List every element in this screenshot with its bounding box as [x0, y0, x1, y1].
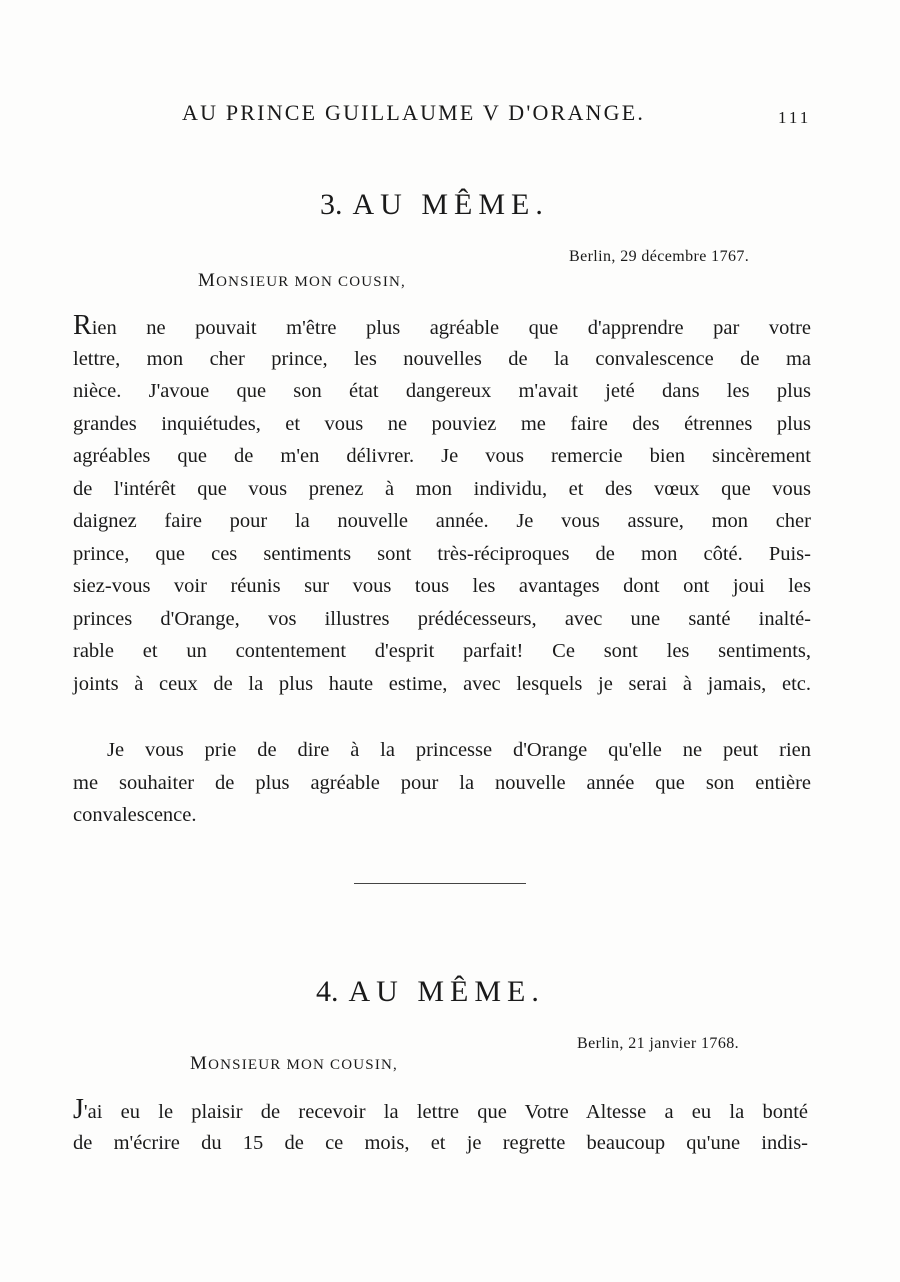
letter-title: AU MÊME.: [348, 975, 545, 1008]
salutation-initial: M: [190, 1053, 209, 1074]
text-line: Je vous prie de dire à la princesse d'Orange qu'elle ne peut rien: [107, 739, 811, 761]
letter-number: 4.: [316, 975, 339, 1008]
text-line: joints à ceux de la plus haute estime, avec lesquels je serai à jamais, etc.: [73, 672, 811, 695]
drop-cap: R: [73, 310, 92, 341]
text-line: grandes inquiétudes, et vous ne pouviez me faire des étrennes plus: [73, 412, 811, 435]
text-line: J'ai eu le plaisir de recevoir la lettre que Votre Altesse a eu la bonté: [73, 1094, 808, 1125]
letter-4-salutation: [190, 1053, 398, 1075]
letter-title: AU MÊME.: [352, 188, 549, 221]
text-line: princes d'Orange, vos illustres prédécesseurs, avec une santé inalté-: [73, 607, 811, 630]
text-line: nièce. J'avoue que son état dangereux m'avait jeté dans les plus: [73, 380, 811, 402]
letter-number: 3.: [320, 188, 343, 221]
text-line: convalescence.: [73, 804, 197, 826]
text-line: de m'écrire du 15 de ce mois, et je regrette beaucoup qu'une indis-: [73, 1131, 808, 1154]
text-line: prince, que ces sentiments sont très-réciproques de mon côté. Puis-: [73, 542, 811, 565]
salutation-rest: ONSIEUR MON COUSIN,: [208, 1057, 399, 1073]
letter-4-dateline: Berlin, 21 janvier 1768.: [577, 1035, 740, 1052]
text-line: me souhaiter de plus agréable pour la nouvelle année que son entière: [73, 771, 811, 794]
text-line: de l'intérêt que vous prenez à mon individu, et des vœux que vous: [73, 477, 811, 500]
salutation-rest: ONSIEUR MON COUSIN,: [216, 274, 407, 290]
text-line: siez-vous voir réunis sur vous tous les avantages dont ont joui les: [73, 575, 811, 597]
running-head: AU PRINCE GUILLAUME V D'ORANGE.: [182, 100, 646, 125]
letter-3-paragraph-1: [73, 310, 811, 700]
section-separator: [354, 883, 526, 884]
text-line: lettre, mon cher prince, les nouvelles de la convalescence de ma: [73, 347, 811, 370]
letter-3-heading: [320, 188, 549, 222]
text-line: agréables que de m'en délivrer. Je vous remercie bien sincèrement: [73, 445, 811, 467]
salutation-initial: M: [198, 270, 217, 291]
page-number: 111: [778, 108, 812, 127]
letter-3-salutation: [198, 270, 406, 292]
text-line: rable et un contentement d'esprit parfait! Ce sont les sentiments,: [73, 640, 811, 662]
letter-3-paragraph-2: [73, 734, 811, 832]
drop-cap: J: [73, 1094, 84, 1125]
letter-4-heading: [316, 975, 545, 1009]
letter-3-dateline: Berlin, 29 décembre 1767.: [569, 248, 750, 265]
letter-4-paragraph-1: [73, 1094, 808, 1159]
text-line: daignez faire pour la nouvelle année. Je vous assure, mon cher: [73, 510, 811, 532]
text-line: Rien ne pouvait m'être plus agréable que d'apprendre par votre: [73, 310, 811, 341]
